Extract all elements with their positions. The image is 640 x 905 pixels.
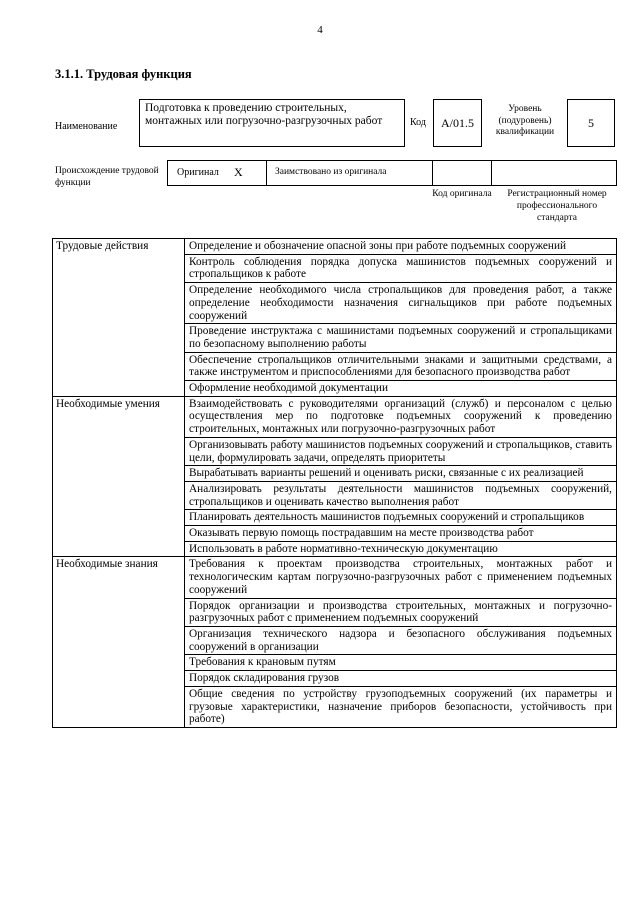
table-cell: Оказывать первую помощь пострадавшим на месте производства работ xyxy=(185,526,617,542)
original-code-box xyxy=(432,160,492,186)
table-cell: Контроль соблюдения порядка допуска машинистов подъемных сооружений и стропальщиков к работе xyxy=(185,254,617,282)
table-cell: Проведение инструктажа с машинистами подъемных сооружений и стропальщиками по безопасному выполнению работы xyxy=(185,324,617,352)
section-title: 3.1.1. Трудовая функция xyxy=(55,67,192,81)
reg-number-box xyxy=(491,160,617,186)
table-cell: Определение необходимого числа стропальщиков для проведения работ, а также определение необходимости назначения сигнальщиков при работе подъемных сооружений xyxy=(185,283,617,324)
table-cell: Организация технического надзора и безопасного обслуживания подъемных сооружений в организации xyxy=(185,626,617,654)
table-cell: Обеспечение стропальщиков отличительными знаками и защитными средствами, а также инструментом и приспособлениями для безопасного производства работ xyxy=(185,352,617,380)
name-label: Наименование xyxy=(55,121,118,132)
table-cell: Порядок организации и производства строительных, монтажных и погрузочно-разгрузочных работ с применением подъемных сооружений xyxy=(185,598,617,626)
table-cell: Анализировать результаты деятельности машинистов подъемных сооружений, стропальщиков и оценивать качество выполнения работ xyxy=(185,481,617,509)
table-row xyxy=(53,557,617,598)
table-cell: Порядок складирования грузов xyxy=(185,671,617,687)
table-cell: Вырабатывать варианты решений и оценивать риски, связанные с их реализацией xyxy=(185,466,617,482)
table-cell: Общие сведения по устройству грузоподъемных сооружений (их параметры и грузовые характеристики, назначение приборов безопасности, устойчивость при работе) xyxy=(185,686,617,727)
level-value: 5 xyxy=(588,115,594,130)
table-cell: Требования к проектам производства строительных, монтажных работ и технологическим картам погрузочно-разгрузочных работ с применением подъемных сооружений xyxy=(185,557,617,598)
code-value: А/01.5 xyxy=(441,115,474,130)
function-name-box xyxy=(139,99,405,147)
table-cell: Планировать деятельность машинистов подъемных сооружений и стропальщиков xyxy=(185,510,617,526)
group-label-actions: Трудовые действия xyxy=(53,239,185,397)
function-name: Подготовка к проведению строительных, монтажных или погрузочно-разгрузочных работ xyxy=(145,102,383,127)
original-mark: Х xyxy=(234,165,243,179)
original-box xyxy=(167,160,267,186)
group-knowledge xyxy=(53,557,617,727)
table-cell: Взаимодействовать с руководителями организаций (служб) и персоналом с целью осуществления мер по подготовке подъемных сооружений к проведению строительных, монтажных или погрузочно-разгрузочных работ xyxy=(185,396,617,437)
group-actions xyxy=(53,239,617,397)
reg-number-caption: Регистрационный номер профессионального стандарта xyxy=(507,189,607,223)
borrowed-label: Заимствовано из оригинала xyxy=(275,167,387,177)
table-cell: Использовать в работе нормативно-техническую документацию xyxy=(185,541,617,557)
table-cell: Оформление необходимой документации xyxy=(185,381,617,397)
group-label-knowledge: Необходимые знания xyxy=(53,557,185,727)
level-label: Уровень (подуровень) квалификации xyxy=(495,104,555,137)
table-row xyxy=(53,239,617,255)
table-cell: Организовывать работу машинистов подъемных сооружений и стропальщиков, ставить цели, формулировать задачи, определять приоритеты xyxy=(185,437,617,465)
borrowed-box xyxy=(266,160,433,186)
page-number: 4 xyxy=(317,24,323,36)
code-original-caption: Код оригинала xyxy=(432,189,492,199)
table-cell: Требования к крановым путям xyxy=(185,655,617,671)
group-skills xyxy=(53,396,617,557)
code-value-box xyxy=(433,99,482,147)
group-label-skills: Необходимые умения xyxy=(53,396,185,557)
code-label: Код xyxy=(410,117,426,128)
table-row xyxy=(53,396,617,437)
original-label: Оригинал xyxy=(177,167,219,178)
level-value-box xyxy=(567,99,615,147)
origin-label: Происхождение трудовой функции xyxy=(55,166,159,188)
function-table xyxy=(52,238,617,728)
table-cell: Определение и обозначение опасной зоны при работе подъемных сооружений xyxy=(185,239,617,255)
